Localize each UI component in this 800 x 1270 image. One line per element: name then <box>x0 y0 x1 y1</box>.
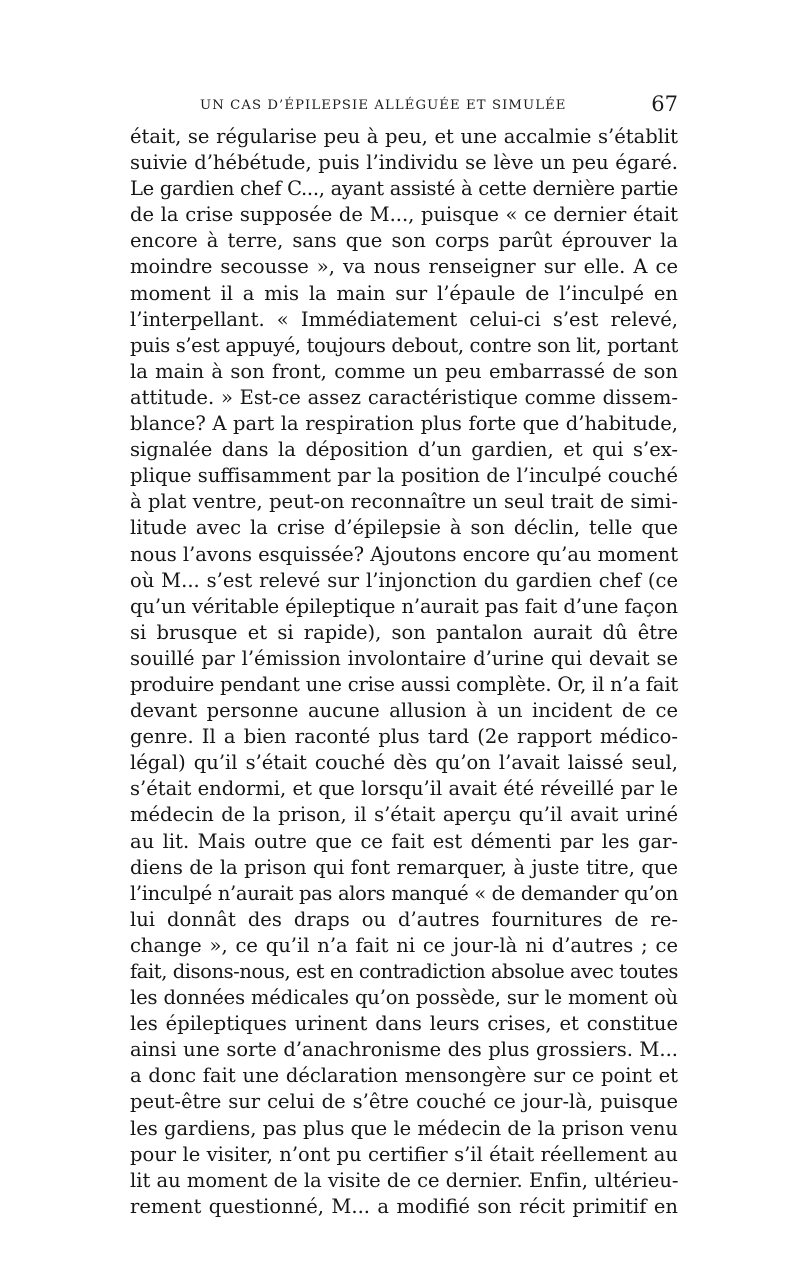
text-line: plique suffisamment par la position de l’inculpé couché <box>130 464 678 488</box>
text-line: encore à terre, sans que son corps parût éprouver la <box>130 229 678 253</box>
text-line: où M... s’est relevé sur l’injonction du gardien chef (ce <box>130 568 678 592</box>
text-line: la main à son front, comme un peu embarrassé de son <box>130 359 678 383</box>
text-line: peut-être sur celui de s’être couché ce jour-là, puisque <box>130 1090 678 1114</box>
text-line: au lit. Mais outre que ce fait est démenti par les gar- <box>130 829 678 853</box>
text-line: nous l’avons esquissée? Ajoutons encore qu’au moment <box>130 542 678 566</box>
text-line: médecin de la prison, il s’était aperçu qu’il avait uriné <box>130 803 678 827</box>
text-line: était, se régularise peu à peu, et une accalmie s’établit <box>130 125 678 148</box>
text-line: change », ce qu’il n’a fait ni ce jour-là ni d’autres ; ce <box>130 933 678 957</box>
text-line: souillé par l’émission involontaire d’urine qui devait se <box>130 646 678 670</box>
text-line: l’interpellant. « Immédiatement celui-ci s’est relevé, <box>130 307 678 331</box>
text-line: blance? A part la respiration plus forte que d’habitude, <box>130 412 678 436</box>
text-line: Le gardien chef C..., ayant assisté à cette dernière partie <box>130 177 678 201</box>
text-line: les épileptiques urinent dans leurs crises, et constitue <box>130 1012 678 1036</box>
text-line: genre. Il a bien raconté plus tard (2e rapport médico- <box>130 725 678 749</box>
text-line: à plat ventre, peut-on reconnaître un seul trait de simi- <box>130 490 678 514</box>
text-line: attitude. » Est-ce assez caractéristique comme dissem- <box>130 385 678 409</box>
text-line: pour le visiter, n’ont pu certifier s’il était réellement au <box>130 1142 678 1166</box>
page-number: 67 <box>651 92 678 116</box>
text-line: moment il a mis la main sur l’épaule de l’inculpé en <box>130 281 678 305</box>
body-text <box>130 124 678 1220</box>
text-line: les données médicales qu’on possède, sur le moment où <box>130 986 678 1010</box>
text-line: de la crise supposée de M..., puisque « ce dernier était <box>130 203 678 227</box>
text-line: légal) qu’il s’était couché dès qu’on l’avait laissé seul, <box>130 751 678 775</box>
text-line: signalée dans la déposition d’un gardien, et qui s’ex- <box>130 438 678 462</box>
text-line: suivie d’hébétude, puis l’individu se lève un peu égaré. <box>130 151 678 175</box>
text-line: rement questionné, M... a modifié son récit primitif en <box>130 1194 678 1218</box>
text-line: diens de la prison qui font remarquer, à juste titre, que <box>130 855 678 879</box>
text-line: qu’un véritable épileptique n’aurait pas fait d’une façon <box>130 594 678 618</box>
text-line: les gardiens, pas plus que le médecin de la prison venu <box>130 1116 678 1140</box>
text-line: litude avec la crise d’épilepsie à son déclin, telle que <box>130 516 678 540</box>
text-line: ainsi une sorte d’anachronisme des plus grossiers. M... <box>130 1038 678 1062</box>
text-line: si brusque et si rapide), son pantalon aurait dû être <box>130 620 678 644</box>
text-line: fait, disons-nous, est en contradiction absolue avec toutes <box>130 960 678 983</box>
text-line: produire pendant une crise aussi complète. Or, il n’a fait <box>130 672 678 696</box>
running-title: UN CAS D’ÉPILEPSIE ALLÉGUÉE ET SIMULÉE <box>200 98 567 113</box>
text-line: l’inculpé n’aurait pas alors manqué « de demander qu’on <box>130 881 678 905</box>
text-line: moindre secousse », va nous renseigner sur elle. A ce <box>130 255 678 279</box>
text-line: a donc fait une déclaration mensongère sur ce point et <box>130 1064 678 1088</box>
text-line: s’était endormi, et que lorsqu’il avait été réveillé par le <box>130 777 678 801</box>
running-head <box>130 92 678 122</box>
text-line: devant personne aucune allusion à un incident de ce <box>130 699 678 723</box>
text-line: lit au moment de la visite de ce dernier. Enfin, ultérieu- <box>130 1168 678 1192</box>
text-line: lui donnât des draps ou d’autres fournitures de re- <box>130 907 678 931</box>
text-line: puis s’est appuyé, toujours debout, contre son lit, portant <box>130 333 678 357</box>
